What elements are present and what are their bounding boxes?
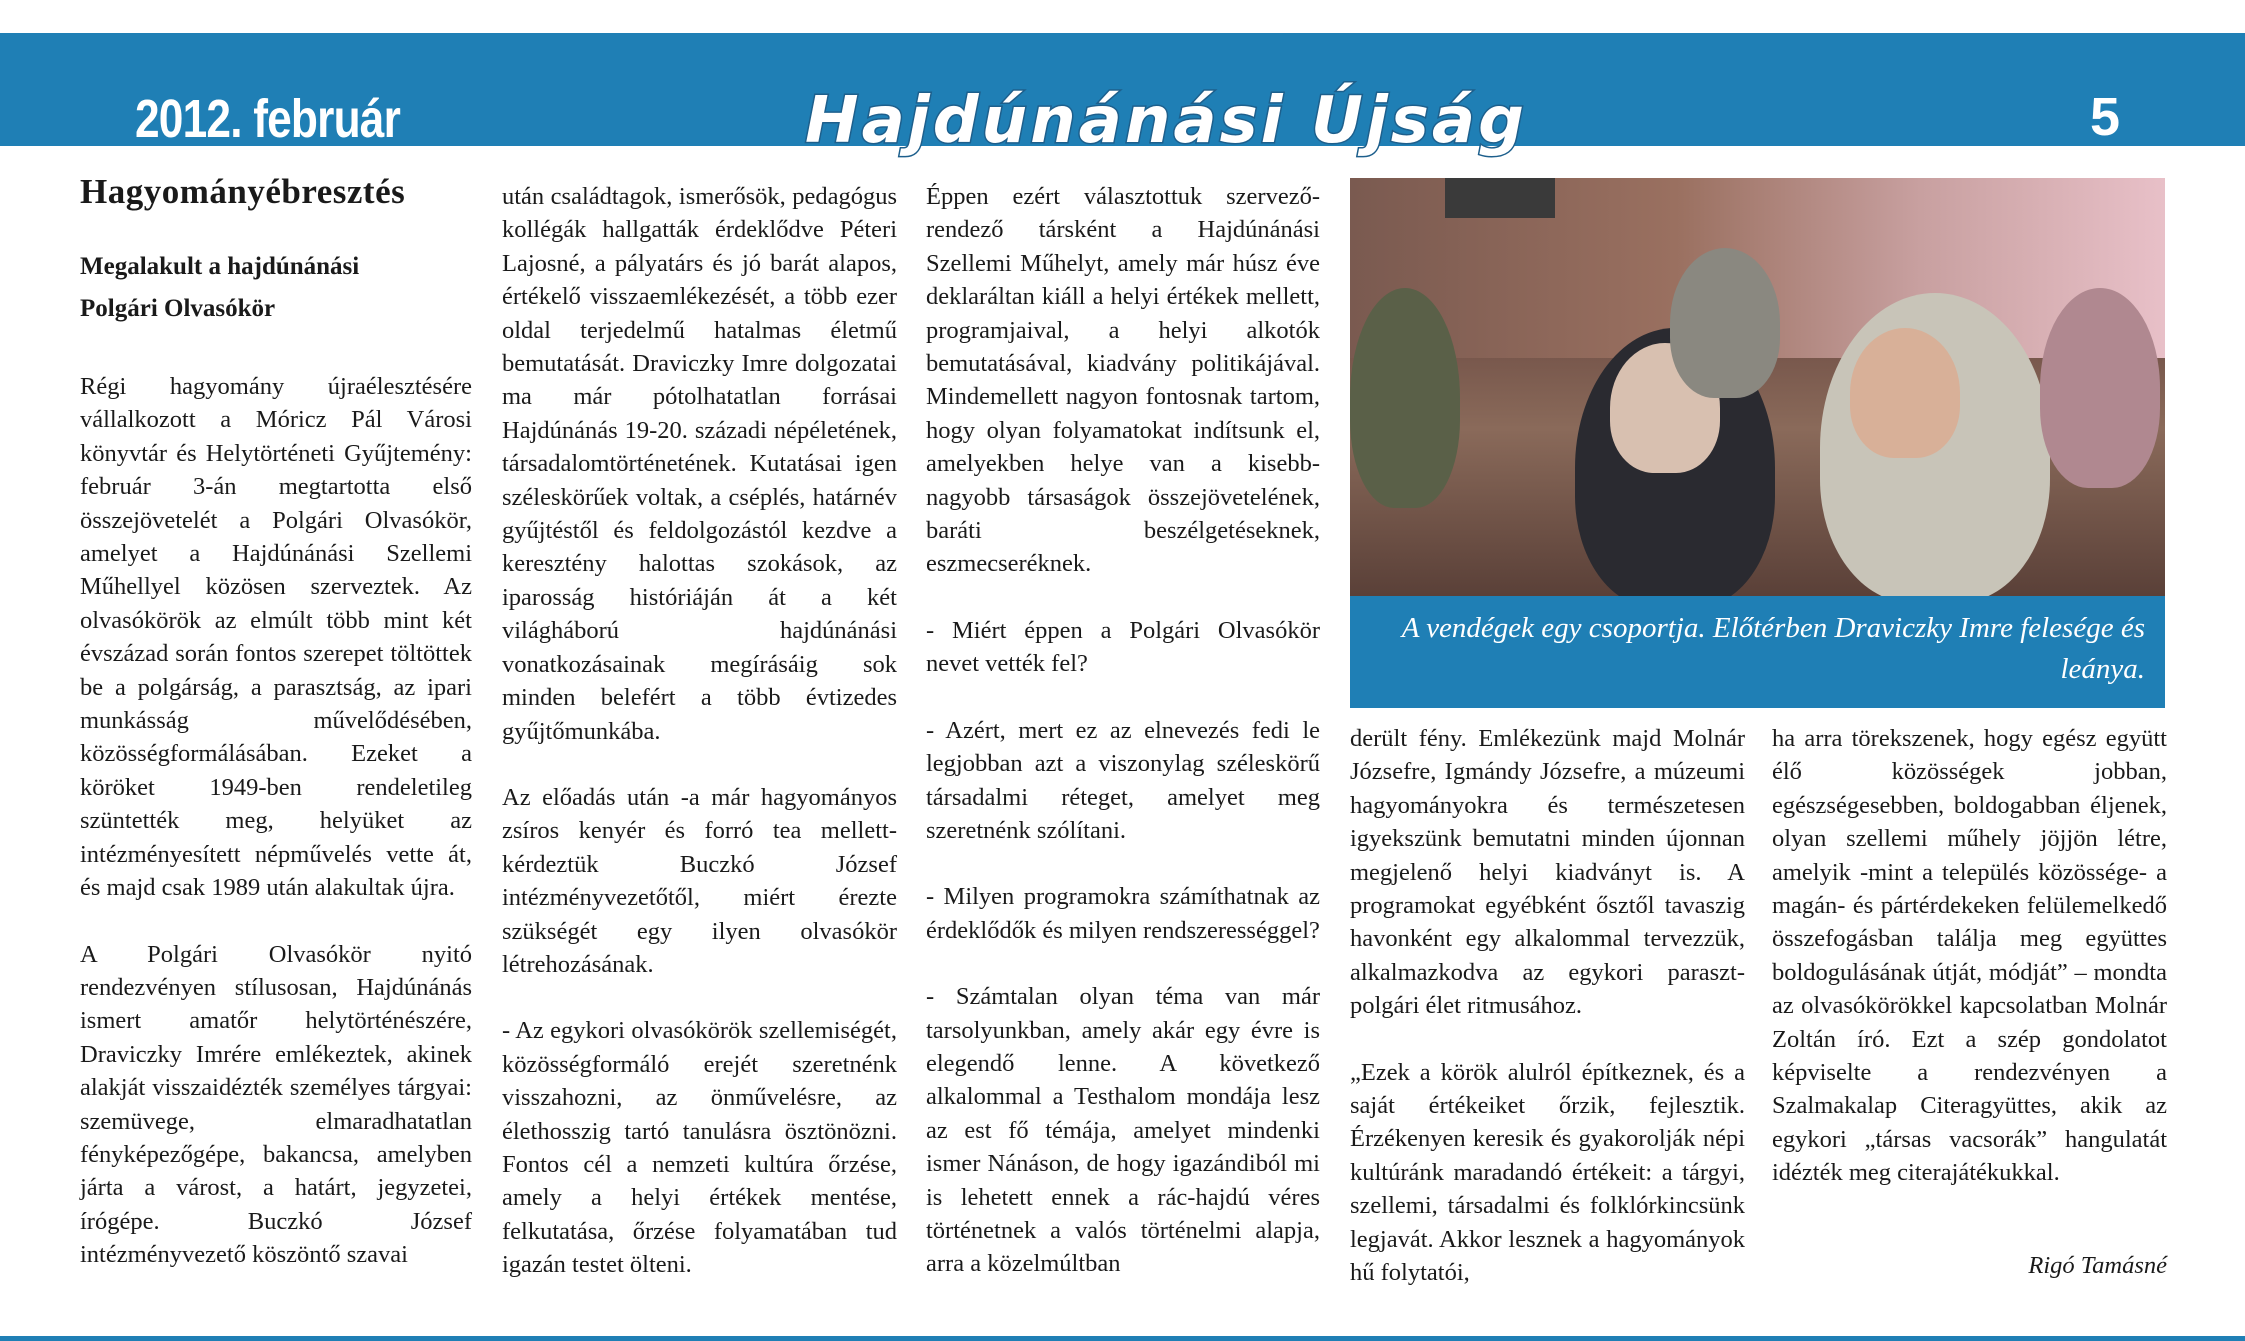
page-number: 5 <box>2090 87 2121 147</box>
paragraph: ha arra törekszenek, hogy egész együtt élő közösségek jobban, egészségesebben, boldogabban éljenek, olyan szellemi műhely jöjjön létre, amelyik -mint a település közössége- a magán- és pártérdekeken felülemelkedő összefogásban találja meg együttes boldogulásának útját, módját” – mondta az olvasókörökkel kapcsolatban Molnár Zoltán író. Ezt a szép gondolatot képviselte a rendezvényen a Szalmakalap Citeragyüttes, akik az egykori „társas vacsorák” hangulatát idézték meg citerajátékukkal. <box>1772 725 2167 1187</box>
paragraph: után családtagok, ismerősök, pedagógus kollégák hallgatták érdeklődve Péteri Lajosné, a pályatárs és jó barát alapos, értékelő visszaemlékezését, a több ezer oldal terjedelmű hatalmas életmű bemutatását. Draviczky Imre dolgozatai ma már pótolhatatlan forrásai Hajdúnánás 19-20. századi népéletének, társadalomtörténetének. Kutatásai igen széleskörűek voltak, a cséplés, határnév gyűjtéstől és feldolgozástól kezdve a keresztény halottas szokások, az iparosság históriáján át a két világháború hajdúnánási vonatkozásainak megírásáig sok minden belefért a több évtizedes gyűjtőmunkába. <box>502 183 897 745</box>
paragraph: „Ezek a körök alulról építkeznek, és a saját értékeiket őrzik, fejlesztik. Érzékenyen keresik és gyakorolják népi kultúránk maradandó értékeit: a tárgyi, szellemi, társadalmi és folklórkincsünk legjavát. Akkor lesznek a hagyományok hű folytatói, <box>1350 1058 1745 1287</box>
article-subtitle: Megalakult a hajdúnánási Polgári Olvasókör <box>80 253 360 322</box>
issue-date: 2012. február <box>135 89 401 149</box>
paragraph: A Polgári Olvasókör nyitó rendezvényen stílusosan, Hajdúnánás ismert amatőr helytörténészére, Draviczky Imrére emlékeztek, akinek alakját visszaidézték személyes tárgyai: szemüvege, elmaradhatatlan fényképezőgépe, bakancsa, amelyben járta a várost, a határt, jegyzetei, írógépe. Buczkó József intézményvezető köszöntő szavai <box>80 940 472 1269</box>
photo-tv <box>1445 178 1555 218</box>
paragraph: Régi hagyomány újraélesztésére vállalkozott a Móricz Pál Városi könyvtár és Helytörténeti Gyűjtemény: február 3-án megtartotta első összejövetelét a Polgári Olvasókör, amelyet a Hajdúnánási Szellemi Műhellyel közösen szerveztek. Az olvasókörök az elmúlt több mint két évszázad során fontos szerepet töltöttek be a polgárság, a parasztság, az ipari munkásság művelődésében, közösségformálásában. Ezeket a köröket 1949-ben rendeletileg szüntették meg, helyüket az intézményesített népművelés vette át, és majd csak 1989 után alakultak újra. <box>80 373 472 902</box>
article-column-4 <box>1350 722 1745 1323</box>
paragraph: - Miért éppen a Polgári Olvasókör nevet vették fel? <box>926 616 1320 678</box>
author-signature: Rigó Tamásné <box>2028 1252 2167 1279</box>
paragraph: Az előadás után -a már hagyományos zsíros kenyér és forró tea mellett- kérdeztük Buczkó József intézményvezetőtől, miért érezte szükségét egy ilyen olvasókör létrehozásának. <box>502 783 897 978</box>
article-title: Hagyományébresztés <box>80 172 406 211</box>
photo-caption: A vendégek egy csoportja. Előtérben Draviczky Imre felesége és leánya. <box>1401 612 2145 685</box>
paragraph: derült fény. Emlékezünk majd Molnár Józsefre, Igmándy Józsefre, a múzeumi hagyományokra és természetesen igyekszünk bemutatni minden újonnan megjelenő helyi kiadványt is. A programokat egyébként ősztől tavaszig havonként egy alkalommal tervezzük, alkalmazkodva az egykori paraszt-polgári élet ritmusához. <box>1350 725 1745 1020</box>
paragraph: - Milyen programokra számíthatnak az érdeklődők és milyen rendszerességgel? <box>926 883 1320 944</box>
paragraph: - Számtalan olyan téma van már tarsolyunkban, amely akár egy évre is elegendő lenne. A következő alkalommal a Testhalom mondája lesz az est fő témája, amelyet mindenki ismer Nánáson, de hogy igazándiból mi is lehetett ennek a rác-hajdú véres történetnek a valós történelmi alapja, arra a közelmúltban <box>926 983 1320 1278</box>
photo-person <box>1850 328 1960 458</box>
article-column-1 <box>80 370 472 1305</box>
paragraph: Éppen ezért választottuk szervező-rendező társként a Hajdúnánási Szellemi Műhelyt, amely már húsz éve deklaráltan kiáll a helyi értékek mellett, programjaival, a helyi alkotók bemutatásával, kiadvány politikájával. Mindemellett nagyon fontosnak tartom, hogy olyan folyamatokat indítsunk el, amelyekben helye van a kisebb-nagyobb társaságok összejövetelének, baráti beszélgetéseknek, eszmecseréknek. <box>926 183 1320 578</box>
article-column-2 <box>502 180 897 1315</box>
newspaper-title: Hajdúnánási Újság <box>805 84 1527 158</box>
paragraph: - Az egykori olvasókörök szellemiségét, közösségformáló erejét szeretnénk visszahozni, az önművelésre, az élethosszig tartó tanulásra ösztönözni. Fontos cél a nemzeti kultúra őrzése, amely a helyi értékek mentése, felkutatása, őrzése folyamatában tud igazán testet ölteni. <box>502 1017 897 1279</box>
photo-person <box>1350 288 1460 508</box>
article-column-3 <box>926 180 1320 1314</box>
footer-rule <box>0 1336 2245 1341</box>
article-column-5 <box>1772 722 2167 1223</box>
photo-person <box>2040 288 2160 488</box>
photo-person <box>1670 248 1780 398</box>
article-photo <box>1350 178 2165 596</box>
paragraph: - Azért, mert ez az elnevezés fedi le legjobban azt a viszonylag széleskörű társadalmi réteget, amelyet meg szeretnénk szólítani. <box>926 716 1320 844</box>
photo-caption-box <box>1350 596 2165 708</box>
